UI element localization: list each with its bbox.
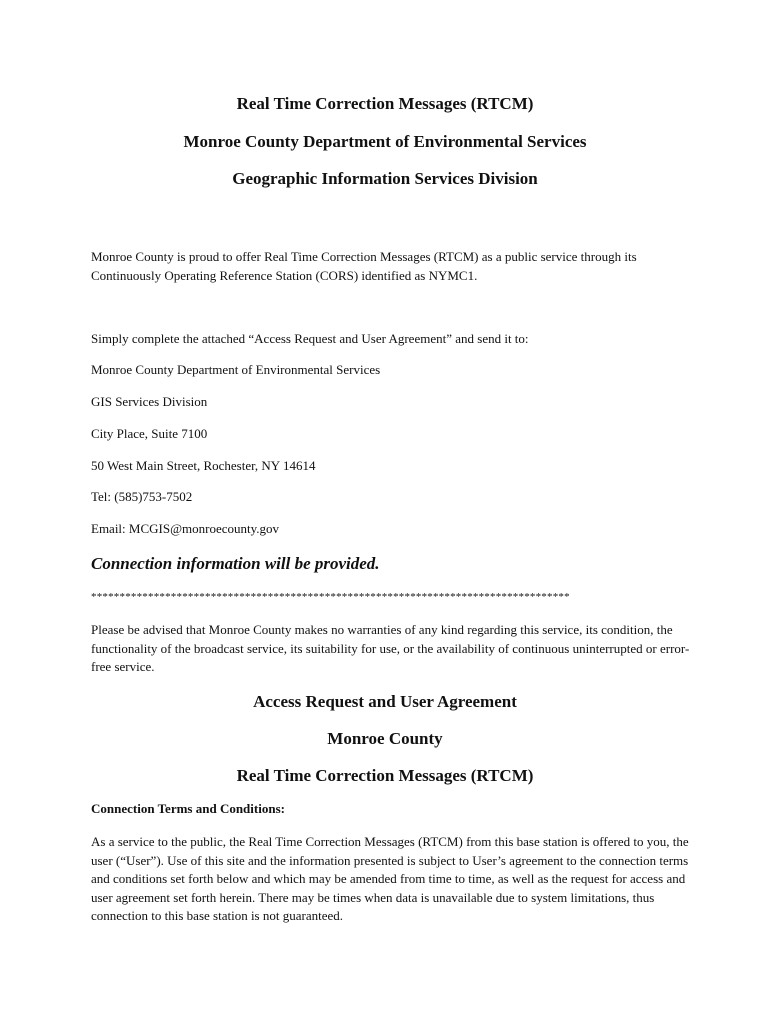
address-line-email: Email: MCGIS@monroecounty.gov xyxy=(91,521,280,536)
instructions-lead: Simply complete the attached “Access Request and User Agreement” and send it to: xyxy=(91,331,529,346)
address-line-street: 50 West Main Street, Rochester, NY 14614 xyxy=(91,458,316,473)
address-line-suite: City Place, Suite 7100 xyxy=(91,426,208,441)
document-title: Real Time Correction Messages (RTCM) xyxy=(236,94,534,113)
address-line-department: Monroe County Department of Environmental Services xyxy=(91,362,381,377)
terms-paragraph: As a service to the public, the Real Time Correction Messages (RTCM) from this base station is offered to you, the user (“User”). Use of this site and the information presented is subject to User’s agreement to the connection terms and conditions set forth below and which may be amended from time to time, as well as the request for access and user agreement set forth herein. There may be times when data is unavailable due to system limitations, thus connection to this base station is not guaranteed. xyxy=(91,834,689,923)
agreement-county: Monroe County xyxy=(327,729,443,748)
agreement-title: Access Request and User Agreement xyxy=(253,692,517,711)
separator-line: ************************************************************************************ xyxy=(91,591,570,603)
terms-heading: Connection Terms and Conditions: xyxy=(91,801,285,816)
agreement-subtitle: Real Time Correction Messages (RTCM) xyxy=(236,766,534,785)
intro-paragraph: Monroe County is proud to offer Real Time Correction Messages (RTCM) as a public service through its Continuously Operating Reference Station (CORS) identified as NYMC1. xyxy=(91,249,637,283)
address-line-phone: Tel: (585)753-7502 xyxy=(91,489,193,504)
address-line-division: GIS Services Division xyxy=(91,394,208,409)
disclaimer-paragraph: Please be advised that Monroe County makes no warranties of any kind regarding this service, its condition, the functionality of the broadcast service, its suitability for use, or the availability of continuous uninterrupted or error-free service. xyxy=(91,622,690,674)
division-heading: Geographic Information Services Division xyxy=(232,169,538,188)
department-heading: Monroe County Department of Environmental Services xyxy=(183,132,587,151)
connection-notice: Connection information will be provided. xyxy=(91,554,380,573)
